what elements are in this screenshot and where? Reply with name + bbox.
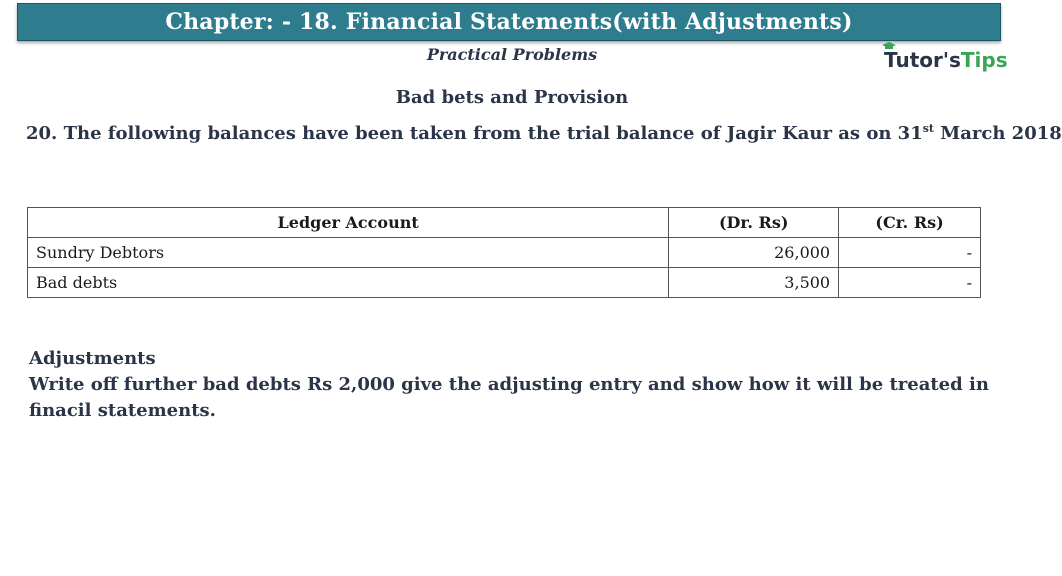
account-cell: Bad debts xyxy=(28,268,669,298)
page-subtitle: Practical Problems xyxy=(426,45,598,64)
cr-cell: - xyxy=(839,268,981,298)
column-header-ledger-account: Ledger Account xyxy=(28,208,669,238)
logo-text: Tutor'sTips xyxy=(884,48,1008,72)
table-row xyxy=(28,268,981,298)
adjustments-block xyxy=(29,346,1019,424)
table-row xyxy=(28,238,981,268)
cr-cell: - xyxy=(839,238,981,268)
dr-cell: 3,500 xyxy=(669,268,839,298)
chapter-title: Chapter: - 18. Financial Statements(with Adjustments) xyxy=(165,9,853,35)
adjustments-heading: Adjustments xyxy=(29,348,156,369)
column-header-dr: (Dr. Rs) xyxy=(669,208,839,238)
dr-cell: 26,000 xyxy=(669,238,839,268)
ledger-table xyxy=(27,207,981,298)
section-title: Bad bets and Provision xyxy=(395,87,629,108)
tutorstips-logo xyxy=(880,44,1010,74)
chapter-banner xyxy=(17,3,1001,41)
column-header-cr: (Cr. Rs) xyxy=(839,208,981,238)
account-cell: Sundry Debtors xyxy=(28,238,669,268)
table-header-row xyxy=(28,208,981,238)
adjustments-text: Write off further bad debts Rs 2,000 give the adjusting entry and show how it will be treated in finacil statements. xyxy=(29,374,989,421)
question-text: 20. The following balances have been taken from the trial balance of Jagir Kaur as on 31st March 2018 xyxy=(26,122,1062,144)
